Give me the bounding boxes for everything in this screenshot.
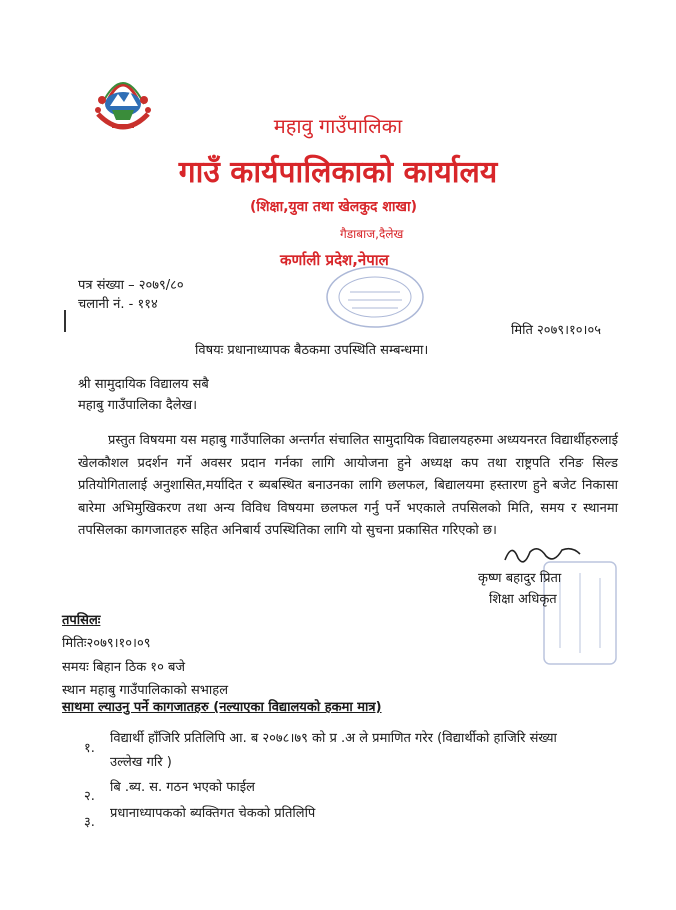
branch-name: (शिक्षा,युवा तथा खेलकुद शाखा) bbox=[250, 199, 417, 215]
letter-subject: विषयः प्रधानाध्यापक बैठकमा उपस्थिति सम्बन्धमा। bbox=[195, 343, 429, 358]
meeting-time: समयः बिहान ठिक १० बजे bbox=[62, 660, 186, 675]
meeting-place: स्थान महाबु गाउँपालिकाको सभाहल bbox=[62, 683, 229, 698]
document-item-1-text: विद्यार्थी हाँजिरि प्रतिलिपि आ. ब २०७८।७९ को प्र .अ ले प्रमाणित गरेर (विद्यार्थीको हाजिरि संख्या bbox=[110, 731, 557, 746]
letter-date: मिति २०७९।१०।०५ bbox=[511, 323, 601, 338]
document-item-1-continuation: उल्लेख गरि ) bbox=[110, 755, 172, 770]
office-title: गाउँ कार्यपालिकाको कार्यालय bbox=[178, 155, 498, 190]
office-seal-stamp bbox=[320, 262, 430, 332]
signatory-title: शिक्षा अधिकृत bbox=[489, 592, 557, 607]
office-address: गैडाबाज,दैलेख bbox=[340, 227, 404, 241]
body-paragraph: प्रस्तुत विषयमा यस महाबु गाउँपालिका अन्तर्गत संचालित सामुदायिक विद्यालयहरुमा अध्ययनरत विद्यार्थीहरुलाई खेलकौशल प्रदर्शन गर्ने अवसर प्रदान गर्नका लागि आयोजना हुने अध्यक्ष कप तथा राष्ट्रपति रनिङ सिल्ड प्रतियोगितालाई अनुशासित,मर्यादित र ब्यबस्थित बनाउनका लागि छलफल, बिद्यालयमा हस्तारण हुने बजेट निकासा बारेमा अभिमुखिकरण तथा अन्य विविध विषयमा छलफल गर्नु पर्ने भएकाले तपसिलको मिति, समय र स्थानमा तपसिलका कागजातहरु सहित अनिबार्य उपस्थितिका लागि यो सुचना प्रकासित गरिएको छ। bbox=[78, 433, 618, 538]
province-name: कर्णाली प्रदेश,नेपाल bbox=[280, 251, 389, 269]
recipient-line-1: श्री सामुदायिक विद्यालय सबै bbox=[78, 377, 209, 392]
document-item-1-number: १. bbox=[84, 741, 95, 756]
meeting-date: मितिः२०७९।१०।०९ bbox=[62, 636, 151, 651]
margin-mark bbox=[64, 310, 66, 332]
document-item-2-text: बि .ब्य. स. गठन भएको फाईल bbox=[110, 780, 255, 795]
details-heading: तपसिलः bbox=[62, 613, 101, 628]
dispatch-number: चलानी नं. - ११४ bbox=[78, 297, 158, 312]
documents-heading: साथमा ल्याउनु पर्ने कागजातहरु (नल्याएका विद्यालयको हकमा मात्र) bbox=[62, 700, 382, 715]
recipient-line-2: महाबु गाउँपालिका दैलेख। bbox=[78, 398, 198, 413]
municipality-name: महावु गाउँपालिका bbox=[273, 114, 403, 138]
letter-number: पत्र संख्या – २०७९/८० bbox=[78, 278, 184, 293]
document-item-3-text: प्रधानाध्यापकको ब्यक्तिगत चेकको प्रतिलिपि bbox=[110, 806, 316, 821]
signatory-name: कृष्ण बहादुर प्रिता bbox=[478, 571, 562, 586]
document-item-2-number: २. bbox=[84, 789, 95, 804]
document-item-3-number: ३. bbox=[84, 815, 95, 830]
